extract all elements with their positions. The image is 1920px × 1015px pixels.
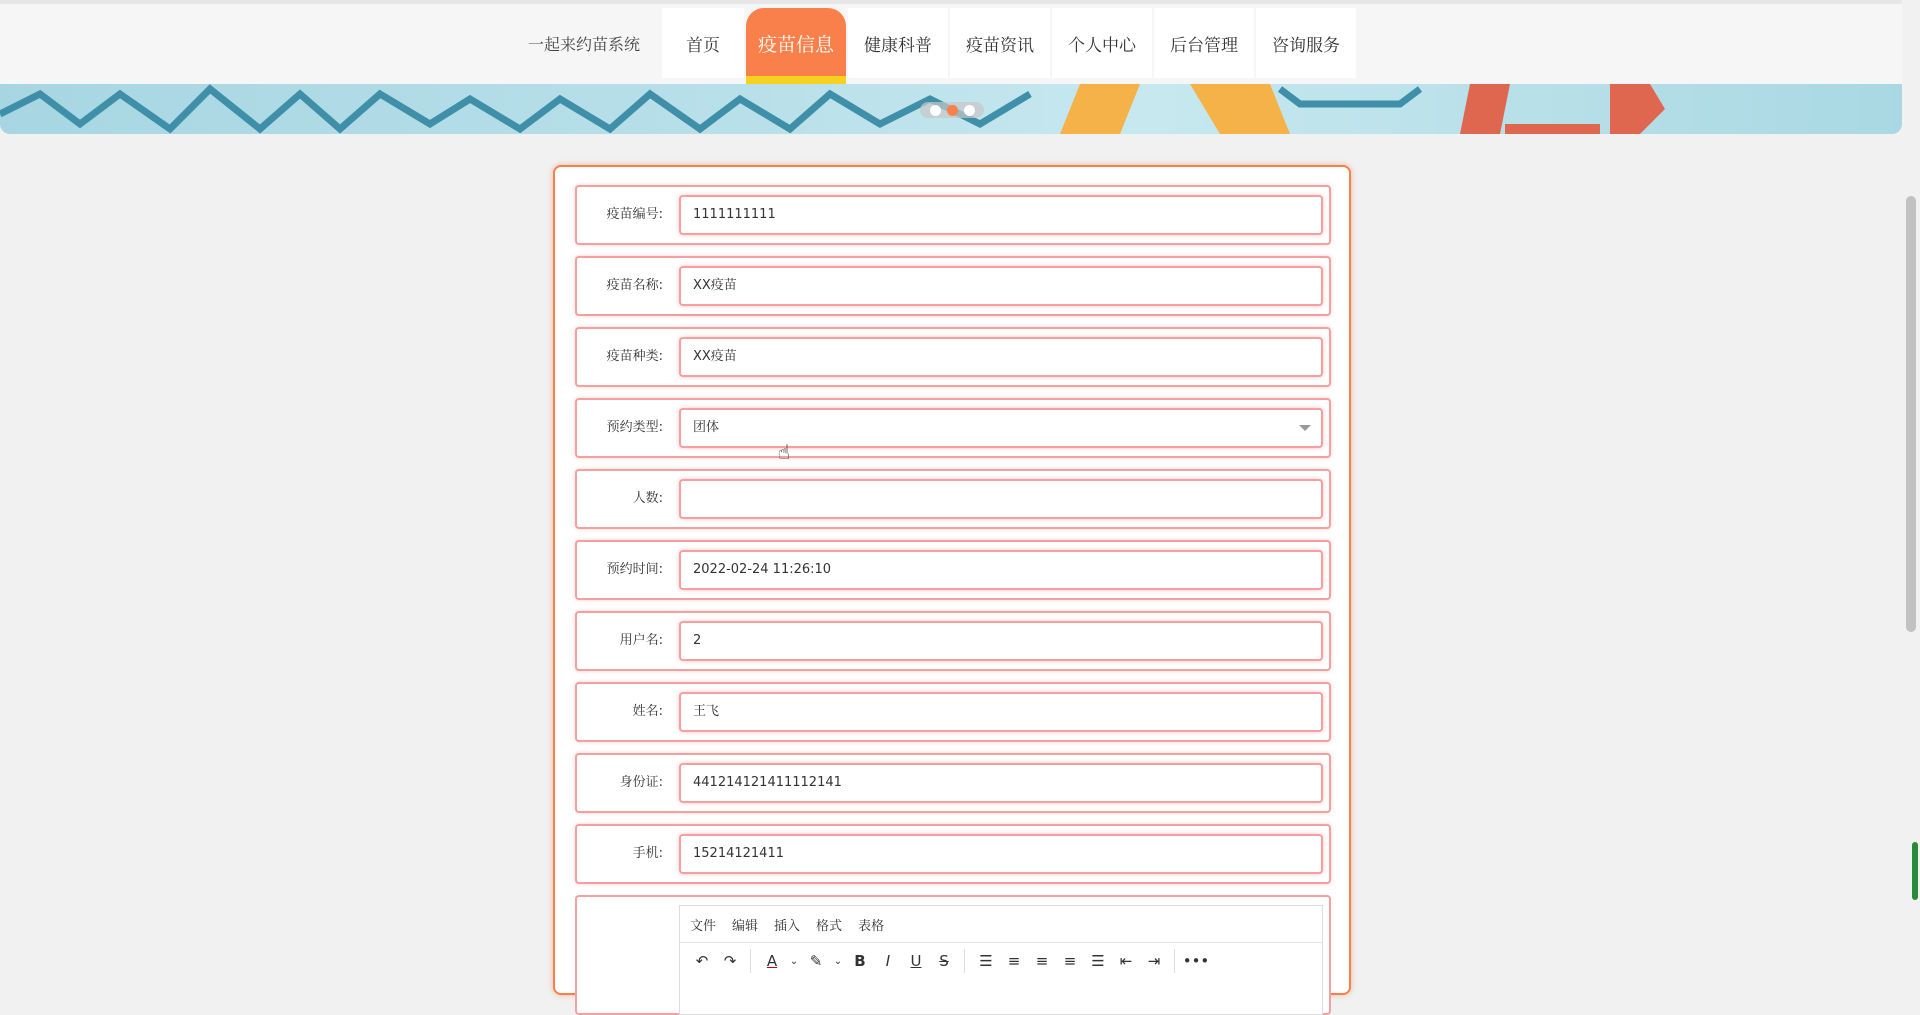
toolbar-divider xyxy=(750,949,752,973)
highlight-icon[interactable]: ✎ xyxy=(809,952,823,970)
editor-menubar xyxy=(680,906,1322,943)
label-phone: 手机: xyxy=(632,846,663,861)
label-name: 姓名: xyxy=(632,704,663,719)
carousel-dot[interactable] xyxy=(964,105,975,116)
top-header xyxy=(0,0,1902,84)
redo-icon[interactable]: ↷ xyxy=(723,952,737,970)
label-username: 用户名: xyxy=(619,633,663,648)
name-input[interactable]: 王飞 xyxy=(679,692,1323,732)
align-center-icon[interactable]: ≡ xyxy=(1035,952,1049,970)
menu-edit[interactable]: 编辑 xyxy=(732,918,759,934)
scrollbar-thumb[interactable] xyxy=(1906,196,1916,632)
hand-cursor-icon: ☝ xyxy=(778,440,791,464)
nav-vaccine-info[interactable]: 疫苗信息 xyxy=(746,8,846,78)
label-vaccine-name: 疫苗名称: xyxy=(606,278,663,293)
page-scrollbar[interactable] xyxy=(1902,0,1920,974)
menu-file[interactable]: 文件 xyxy=(690,918,717,934)
toolbar-divider xyxy=(964,949,966,973)
form-row-username xyxy=(575,611,1331,671)
chevron-down-icon[interactable] xyxy=(1299,425,1311,431)
scroll-indicator xyxy=(1912,842,1918,900)
toolbar-divider xyxy=(1174,949,1176,973)
undo-icon[interactable]: ↶ xyxy=(695,952,709,970)
outdent-icon[interactable]: ⇤ xyxy=(1119,952,1133,970)
form-row-vaccine-id xyxy=(575,185,1331,245)
form-row-id-card xyxy=(575,753,1331,813)
form-row-name xyxy=(575,682,1331,742)
vaccine-name-input[interactable]: XX疫苗 xyxy=(679,266,1323,306)
nav-home[interactable]: 首页 xyxy=(662,8,744,78)
carousel-dot[interactable] xyxy=(930,105,941,116)
nav-admin[interactable]: 后台管理 xyxy=(1154,8,1254,78)
people-count-input[interactable] xyxy=(679,479,1323,519)
justify-icon[interactable]: ☰ xyxy=(1091,952,1105,970)
menu-format[interactable]: 格式 xyxy=(816,918,843,934)
main-nav xyxy=(662,8,1358,84)
username-input[interactable]: 2 xyxy=(679,621,1323,661)
appointment-type-value: 团体 xyxy=(693,420,720,435)
align-left-icon[interactable]: ≡ xyxy=(1007,952,1021,970)
label-vaccine-type: 疫苗种类: xyxy=(606,349,663,364)
appointment-type-select[interactable] xyxy=(679,408,1323,448)
nav-vaccine-news[interactable]: 疫苗资讯 xyxy=(950,8,1050,78)
bold-icon[interactable]: B xyxy=(854,952,866,970)
id-card-input[interactable]: 441214121411112141 xyxy=(679,763,1323,803)
menu-table[interactable]: 表格 xyxy=(858,918,885,934)
vaccine-id-input[interactable]: 1111111111 xyxy=(679,195,1323,235)
more-icon[interactable]: ••• xyxy=(1182,952,1210,970)
nav-health-science[interactable]: 健康科普 xyxy=(848,8,948,78)
label-people-count: 人数: xyxy=(632,491,663,506)
align-right-icon[interactable]: ≡ xyxy=(1063,952,1077,970)
underline-icon[interactable]: U xyxy=(910,952,922,970)
phone-input[interactable]: 15214121411 xyxy=(679,834,1323,874)
appointment-time-input[interactable]: 2022-02-24 11:26:10 xyxy=(679,550,1323,590)
label-vaccine-id: 疫苗编号: xyxy=(606,207,663,222)
label-appointment-time: 预约时间: xyxy=(606,562,663,577)
rich-text-editor[interactable] xyxy=(679,905,1323,1015)
site-title: 一起来约苗系统 xyxy=(528,35,641,54)
form-row-appointment-type xyxy=(575,398,1331,458)
form-row-appointment-time xyxy=(575,540,1331,600)
form-row-phone xyxy=(575,824,1331,884)
menu-insert[interactable]: 插入 xyxy=(774,918,801,934)
indent-icon[interactable]: ⇥ xyxy=(1147,952,1161,970)
label-appointment-type: 预约类型: xyxy=(606,420,663,435)
appointment-form xyxy=(553,165,1351,995)
form-row-people-count xyxy=(575,469,1331,529)
chevron-down-icon[interactable]: ⌄ xyxy=(833,955,843,967)
vaccine-type-input[interactable]: XX疫苗 xyxy=(679,337,1323,377)
label-id-card: 身份证: xyxy=(619,775,663,790)
strikethrough-icon[interactable]: S xyxy=(939,952,949,970)
carousel-dots xyxy=(920,102,984,118)
carousel-dot-active[interactable] xyxy=(947,105,958,116)
chevron-down-icon[interactable]: ⌄ xyxy=(789,955,799,967)
italic-icon[interactable]: I xyxy=(885,952,891,970)
form-row-editor xyxy=(575,895,1331,1015)
nav-consult-service[interactable]: 咨询服务 xyxy=(1256,8,1356,78)
form-row-vaccine-type xyxy=(575,327,1331,387)
font-color-icon[interactable]: A xyxy=(766,952,778,970)
nav-personal-center[interactable]: 个人中心 xyxy=(1052,8,1152,78)
form-row-vaccine-name xyxy=(575,256,1331,316)
line-height-icon[interactable]: ☰ xyxy=(979,952,993,970)
